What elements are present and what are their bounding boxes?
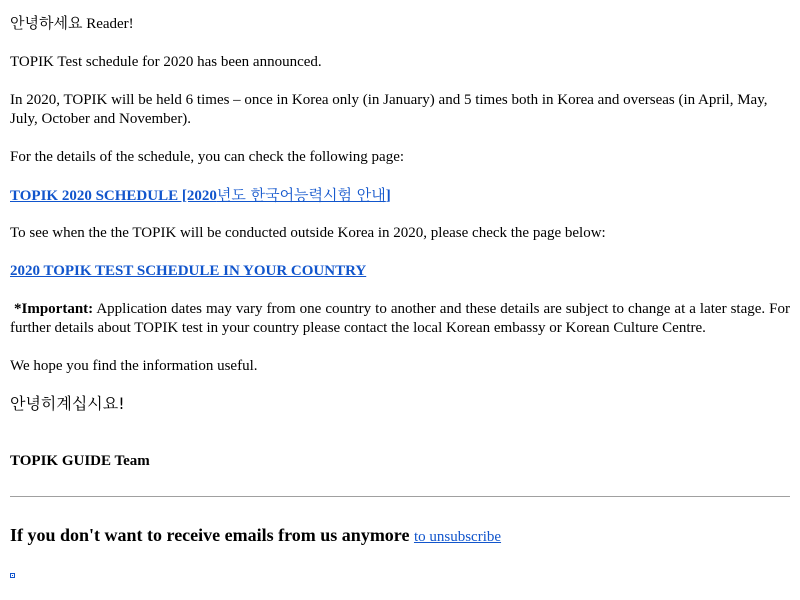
greeting-name: Reader!: [82, 16, 134, 32]
important-notice: [10, 300, 790, 338]
schedule-link-label-kr: 년도 한국어능력시험 안내: [216, 186, 386, 204]
important-text: Application dates may vary from one country to another and these details are subject to change at a later stage. For further details about TOPIK test in your country please contact the local Korean embassy or Korean Culture Centre.: [10, 301, 790, 336]
details-intro-text: For the details of the schedule, you can check the following page:: [10, 149, 405, 165]
description-text: In 2020, TOPIK will be held 6 times – once in Korea only (in January) and 5 times both in Korea and overseas (in April, May, July, October and November).: [10, 92, 768, 127]
country-schedule-link[interactable]: 2020 TOPIK TEST SCHEDULE IN YOUR COUNTRY: [10, 263, 367, 279]
greeting: [10, 14, 790, 34]
announcement-text: TOPIK Test schedule for 2020 has been announced.: [10, 54, 322, 70]
footer-divider: [10, 496, 790, 497]
tracking-image-icon: [10, 573, 15, 578]
farewell-text: 안녕히계십시요!: [10, 394, 125, 413]
unsubscribe-link[interactable]: to unsubscribe: [413, 529, 502, 545]
signature: TOPIK GUIDE Team: [10, 453, 150, 469]
schedule-link[interactable]: [10, 188, 391, 204]
country-link-paragraph: [10, 262, 790, 281]
unsubscribe-footer: [10, 524, 501, 548]
closing-hope-text: We hope you find the information useful.: [10, 358, 258, 374]
important-label: *Important:: [14, 301, 94, 317]
greeting-korean: 안녕하세요: [10, 14, 83, 32]
overseas-intro-text: To see when the the TOPIK will be conducted outside Korea in 2020, please check the page below:: [10, 225, 606, 241]
schedule-link-paragraph: [10, 186, 790, 206]
schedule-link-label-en: TOPIK 2020 SCHEDULE [2020: [10, 188, 217, 204]
schedule-link-label-end: ]: [385, 188, 391, 204]
footer-text: If you don't want to receive emails from us anymore: [10, 525, 414, 545]
